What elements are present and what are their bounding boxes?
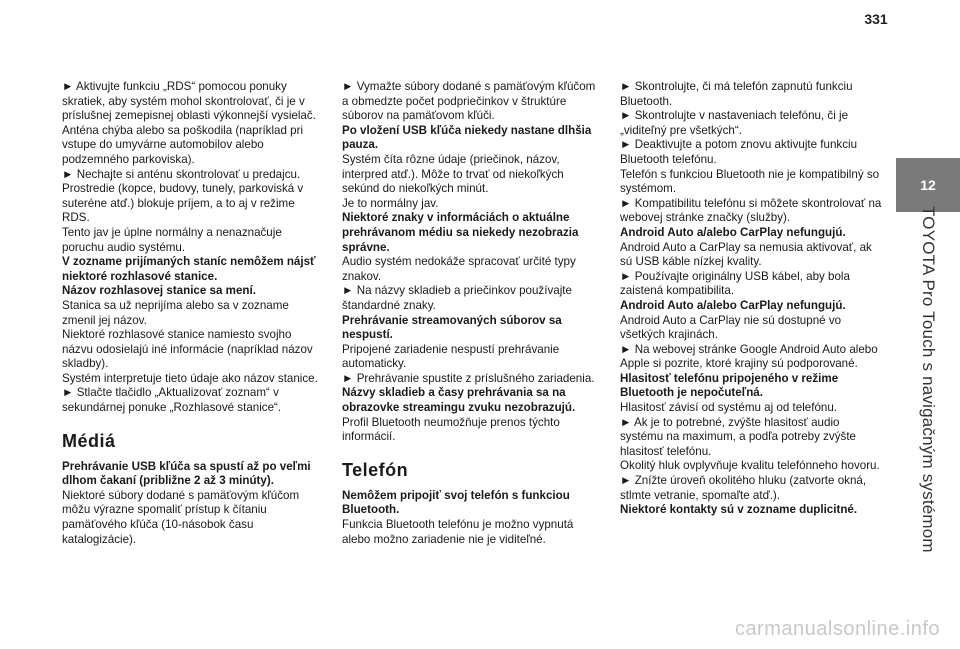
paragraph: Android Auto a CarPlay nie sú dostupné vo všetkých krajinách. [620,313,842,342]
issue-heading: Niektoré kontakty sú v zozname duplicitné. [620,503,858,517]
column-2 [342,80,604,547]
paragraph: Niektoré súbory dodané s pamäťovým kľúčom môžu výrazne spomaliť prístup k čítaniu pamäťového kľúča (10-násobok času katalogizácie). [62,488,300,546]
instruction-paragraph: ► Na názvy skladieb a priečinkov používajte štandardné znaky. [342,284,572,312]
instruction-paragraph: ► Skontrolujte v nastaveniach telefónu, či je „viditeľný pre všetkých“. [620,109,849,137]
paragraph: Prostredie (kopce, budovy, tunely, parkoviská v suteréne atď.) blokuje príjem, a to aj v režime RDS. [62,182,304,225]
issue-heading: V zozname prijímaných staníc nemôžem nájsť niektoré rozhlasové stanice. [62,255,316,283]
instruction-paragraph: ► Ak je to potrebné, zvýšte hlasitosť audio systému na maximum, a podľa potreby zvýšte hlasitosť telefónu. [620,415,856,458]
chapter-title: TOYOTA Pro Touch s navigačným systémom [919,205,938,553]
page-number: 331 [864,11,888,27]
instruction-paragraph: ► Na webovej stránke Google Android Auto alebo Apple si pozrite, ktoré krajiny sú podporované. [620,342,878,371]
instruction-paragraph: ► Vymažte súbory dodané s pamäťovým kľúčom a obmedzte počet podpriečinkov v štruktúre súborov na pamäťovom kľúči. [342,80,596,123]
issue-heading: Po vložení USB kľúča niekedy nastane dlhšia pauza. [342,123,592,152]
issue-heading: Android Auto a/alebo CarPlay nefungujú. [620,298,846,312]
chapter-title-wrap [896,205,960,553]
instruction-paragraph: ► Skontrolujte, či má telefón zapnutú funkciu Bluetooth. [620,80,853,108]
paragraph: Systém číta rôzne údaje (priečinok, názov, interpred atď.). Môže to trvať od niekoľkých sekúnd do niekoľkých minút. [342,152,564,196]
issue-heading: Názov rozhlasovej stanice sa mení. [62,284,256,298]
instruction-paragraph: ► Stlačte tlačidlo „Aktualizovať zoznam“ v sekundárnej ponuke „Rozhlasové stanice“. [62,386,282,415]
paragraph: Systém interpretuje tieto údaje ako názov stanice. [62,371,318,385]
paragraph: Niektoré rozhlasové stanice namiesto svojho názvu odosielajú iné informácie (napríklad názov skladby). [62,328,313,371]
issue-heading: Názvy skladieb a časy prehrávania sa na obrazovke streamingu zvuku nezobrazujú. [342,386,576,415]
instruction-paragraph: ► Nechajte si anténu skontrolovať u predajcu. [62,167,301,181]
paragraph: Audio systém nedokáže spracovať určité typy znakov. [342,255,576,283]
issue-heading: Nemôžem pripojiť svoj telefón s funkciou Bluetooth. [342,488,570,517]
paragraph: Je to normálny jav. [342,196,439,210]
instruction-paragraph: ► Používajte originálny USB kábel, aby bola zaistená kompatibilita. [620,269,850,298]
paragraph: Hlasitosť závisí od systému aj od telefónu. [620,401,838,415]
issue-heading: Niektoré znaky v informáciách o aktuálne prehrávanom médiu sa niekedy nezobrazia správne. [342,211,579,254]
paragraph: Funkcia Bluetooth telefónu je možno vypnutá alebo možno zariadenie nie je viditeľné. [342,518,574,546]
issue-heading: Prehrávanie USB kľúča sa spustí až po veľmi dlhom čakaní (približne 2 až 3 minúty). [62,459,311,488]
section-heading-phone: Telefón [342,459,409,480]
chapter-tab: 12 [896,158,960,212]
paragraph: Okolitý hluk ovplyvňuje kvalitu telefónneho hovoru. [620,459,880,473]
paragraph: Android Auto a CarPlay sa nemusia aktivovať, ak sú USB káble nízkej kvality. [620,240,872,269]
paragraph: Stanica sa už neprijíma alebo sa v zozname zmenil jej názov. [62,298,289,327]
issue-heading: Android Auto a/alebo CarPlay nefungujú. [620,225,846,239]
instruction-paragraph: ► Deaktivujte a potom znovu aktivujte funkciu Bluetooth telefónu. [620,138,858,166]
instruction-paragraph: ► Znížte úroveň okolitého hluku (zatvorte okná, stlmte vetranie, spomaľte atď.). [620,474,867,502]
instruction-paragraph: ► Prehrávanie spustite z príslušného zariadenia. [342,371,595,385]
paragraph: Pripojené zariadenie nespustí prehrávanie automaticky. [342,342,560,371]
paragraph: Profil Bluetooth neumožňuje prenos týchto informácií. [342,415,560,444]
section-heading-media: Médiá [62,430,116,451]
paragraph: Tento jav je úplne normálny a nenaznačuje poruchu audio systému. [62,225,282,254]
paragraph: Telefón s funkciou Bluetooth nie je kompatibilný so systémom. [620,167,880,196]
issue-heading: Prehrávanie streamovaných súborov sa nespustí. [342,313,562,342]
column-3 [620,80,882,518]
instruction-paragraph: ► Kompatibilitu telefónu si môžete skontrolovať na webovej stránke značky (služby). [620,196,882,225]
watermark: carmanualsonline.info [734,618,940,640]
issue-heading: Hlasitosť telefónu pripojeného v režime Bluetooth je nepočuteľná. [620,371,839,400]
paragraph: Anténa chýba alebo sa poškodila (napríklad pri vstupe do umyvárne automobilov alebo podzemného parkoviska). [62,123,304,166]
instruction-paragraph: ► Aktivujte funkciu „RDS“ pomocou ponuky skratiek, aby systém mohol skontrolovať, či je v príslušnej zemepisnej oblasti výkonnejší vysielač. [62,80,316,123]
column-1 [62,80,324,547]
